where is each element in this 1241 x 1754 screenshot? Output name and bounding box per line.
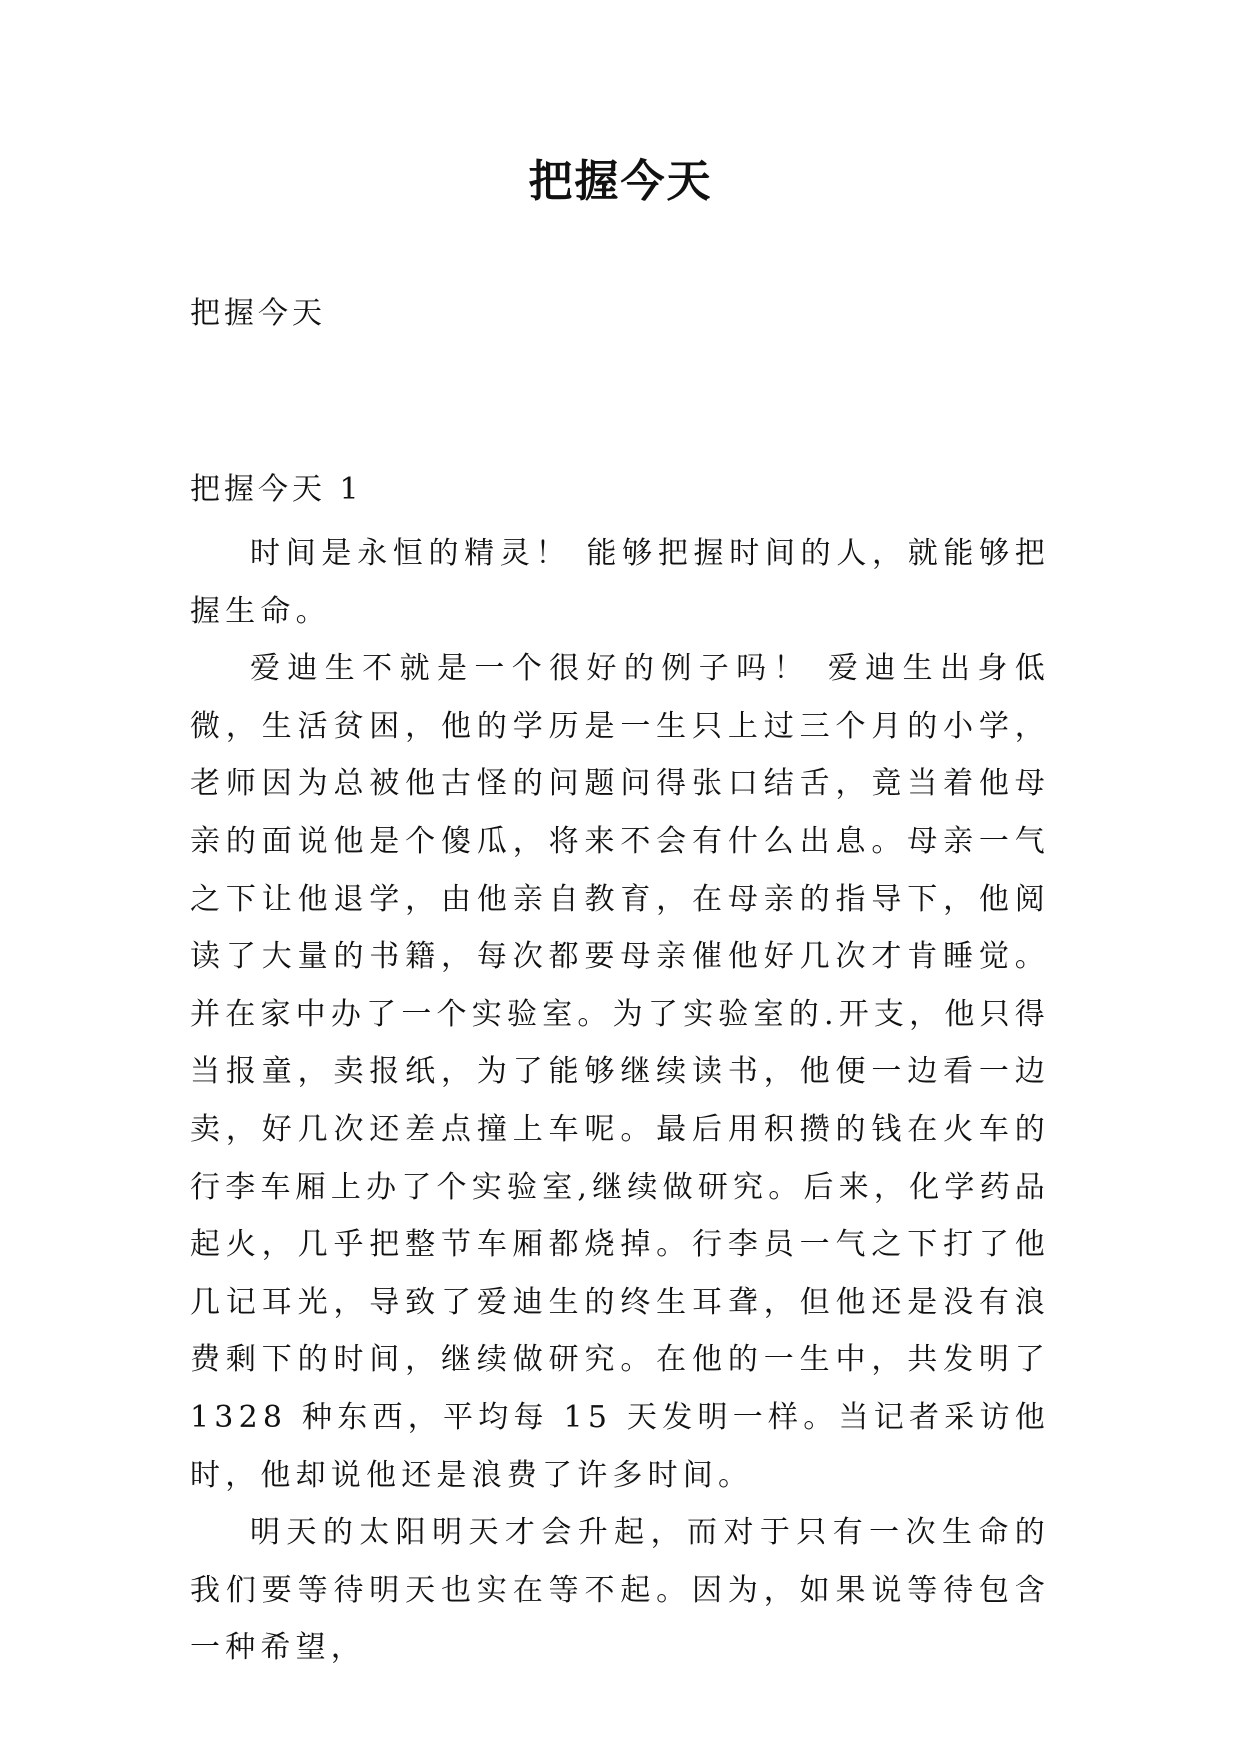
paragraph-2: 爱迪生不就是一个很好的例子吗！ 爱迪生出身低微，生活贫困，他的学历是一生只上过三个月的小学，老师因为总被他古怪的问题问得张口结舌，竟当着他母亲的面说他是个傻瓜，将来不会有什么出息。母亲一气之下让他退学，由他亲自教育，在母亲的指导下，他阅读了大量的书籍，每次都要母亲催他好几次才肯睡觉。并在家中办了一个实验室。为了实验室的.开支，他只得当报童，卖报纸，为了能够继续读书，他便一边看一边卖，好几次还差点撞上车呢。最后用积攒的钱在火车的行李车厢上办了个实验室,继续做研究。后来，化学药品起火，几乎把整节车厢都烧掉。行李员一气之下打了他几记耳光，导致了爱迪生的终生耳聋，但他还是没有浪费剩下的时间，继续做研究。在他的一生中，共发明了 1328 种东西，平均每 15 天发明一样。当记者采访他时，他却说他还是浪费了许多时间。: [190, 651, 1050, 1493]
section-heading: 把握今天 1: [190, 472, 363, 507]
paragraph-1: 时间是永恒的精灵！ 能够把握时间的人，就能够把握生命。: [190, 536, 1050, 629]
document-subtitle: 把握今天: [190, 296, 326, 331]
document-body: [190, 525, 1050, 1677]
paragraph-3: 明天的太阳明天才会升起，而对于只有一次生命的我们要等待明天也实在等不起。因为，如果说等待包含一种希望，: [190, 1515, 1050, 1666]
document-title: 把握今天: [528, 156, 713, 207]
